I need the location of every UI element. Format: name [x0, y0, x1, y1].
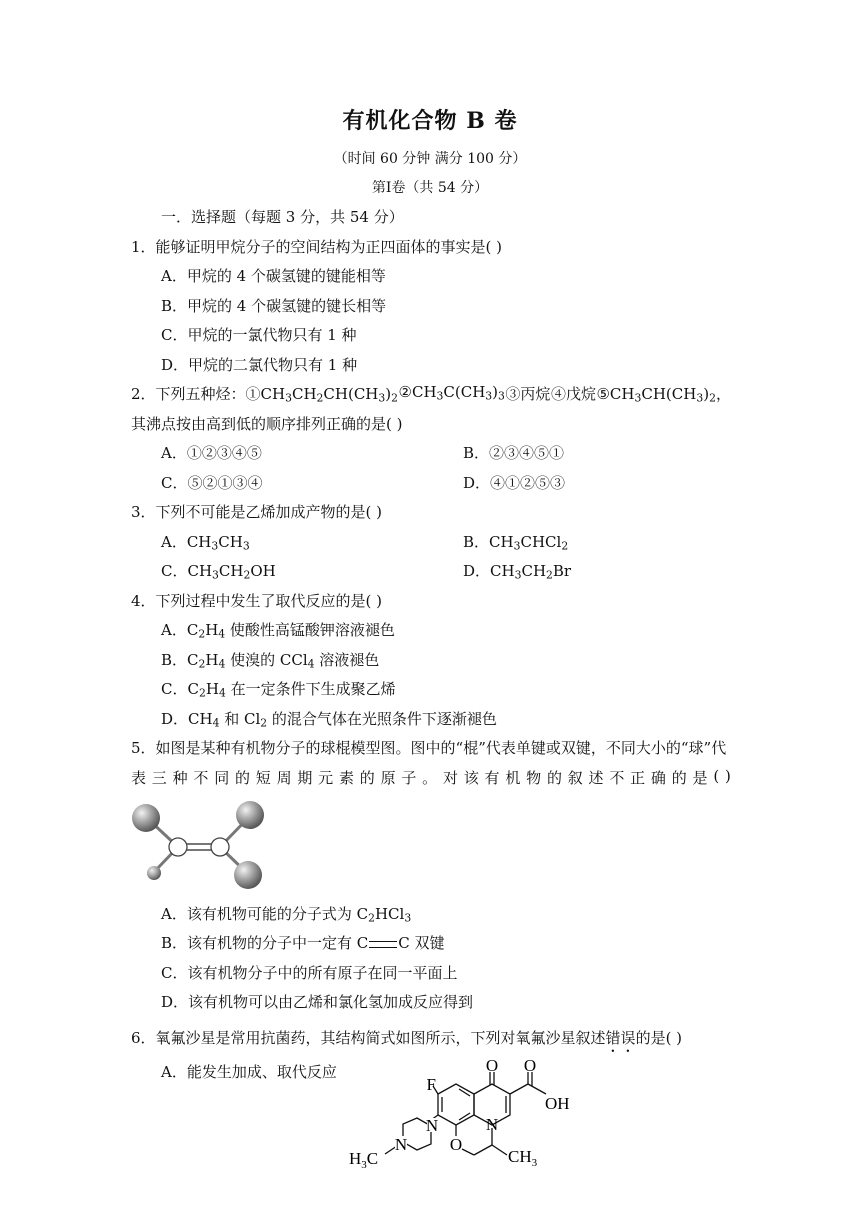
ball-lower-left: [147, 866, 161, 880]
ball-lower-right: [234, 861, 262, 889]
q4-option-a: A．$C_2H_4$ 使酸性高锰酸钾溶液褪色: [161, 621, 395, 641]
q4-option-c: C．$C_2H_4$ 在一定条件下生成聚乙烯: [161, 680, 396, 700]
q2-option-d: D．④①②⑤③: [463, 474, 566, 492]
hydroxyl-label: OH: [545, 1094, 570, 1113]
q1-option-c: C．甲烷的一氯代物只有 1 种: [161, 326, 357, 344]
question-2-stem-line2: 其沸点按由高到低的顺序排列正确的是( ): [131, 415, 403, 433]
atom-carbon-left: [169, 838, 187, 856]
q2-option-b: B．②③④⑤①: [463, 444, 565, 462]
piperazine-n1-label: N: [425, 1116, 439, 1135]
part-heading: 第Ⅰ卷（共 54 分）: [371, 180, 489, 196]
q5-option-d: D．该有机物可以由乙烯和氯化氢加成反应得到: [161, 993, 474, 1011]
question-3-stem: 3．下列不可能是乙烯加成产物的是( ): [131, 503, 383, 521]
ball-stick-model-figure: [126, 796, 271, 892]
ketone-oxygen-label: O: [485, 1058, 499, 1075]
q2-option-a: A．①②③④⑤: [161, 444, 262, 462]
c-methyl-label: $CH_3$: [508, 1147, 538, 1169]
q3-option-d: D．$CH_3CH_2Br$: [463, 562, 572, 582]
q5-option-b: B．该有机物的分子中一定有 C C 双键: [161, 934, 445, 952]
q3-option-b: B．$CH_3CHCl_2$: [463, 533, 569, 553]
question-5-stem-line1: 5．如图是某种有机物分子的球棍模型图。图中的“棍”代表单键或双键，不同大小的“球”代: [131, 739, 727, 757]
atom-carbon-right: [211, 838, 229, 856]
question-1-stem: 1．能够证明甲烷分子的空间结构为正四面体的事实是( ): [131, 238, 503, 256]
time-info: （时间 60 分钟 满分 100 分）: [333, 151, 527, 167]
ball-upper-left: [132, 804, 160, 832]
emphasized-word: 错误: [605, 1029, 636, 1047]
q1-option-a: A．甲烷的 4 个碳氢键的键能相等: [161, 267, 386, 285]
question-5-stem-line2: 表 三 种 不 同 的 短 周 期 元 素 的 原 子 。 对 该 有 机 物 的 叙 述 不 正 确 的 是 ( ): [131, 767, 731, 787]
q6-option-a: A．能发生加成、取代反应: [161, 1063, 337, 1081]
q1-option-b: B．甲烷的 4 个碳氢键的键长相等: [161, 297, 387, 315]
acid-oxygen-label: O: [523, 1058, 537, 1075]
q5-option-a: A．该有机物可能的分子式为 $C_2HCl_3$: [161, 905, 412, 925]
q3-option-c: C．$CH_3CH_2OH$: [161, 562, 276, 582]
ring-nitrogen-label: N: [485, 1115, 499, 1134]
ball-upper-right: [236, 801, 264, 829]
q5-option-c: C．该有机物分子中的所有原子在同一平面上: [161, 964, 458, 982]
ofloxacin-structure-figure: [345, 1058, 595, 1173]
question-2-stem-line1: 2．下列五种烃：$①CH_3CH_2CH(CH_3)_2$ $②CH_3C(CH_3)_3$ ③丙烷 ④戊烷 $⑤CH_3CH(CH_3)_2$，: [131, 383, 731, 405]
fluorine-label: F: [426, 1075, 436, 1094]
question-4-stem: 4．下列过程中发生了取代反应的是( ): [131, 592, 383, 610]
q2-option-c: C．⑤②①③④: [161, 474, 263, 492]
ether-oxygen-label: O: [449, 1135, 463, 1154]
q1-option-d: D．甲烷的二氯代物只有 1 种: [161, 356, 358, 374]
n-methyl-label: $H_3C$: [349, 1149, 379, 1171]
section-heading: 一．选择题（每题 3 分，共 54 分）: [161, 208, 404, 226]
q4-option-d: D．$CH_4$ 和 $Cl_2$ 的混合气体在光照条件下逐渐褪色: [161, 710, 497, 730]
q4-option-b: B．$C_2H_4$ 使溴的 CCl$_4$ 溶液褪色: [161, 651, 380, 671]
page-title: 有机化合物 B 卷: [342, 108, 518, 134]
q3-option-a: A．$CH_3CH_3$: [161, 533, 250, 553]
question-6-stem: 6．氧氟沙星是常用抗菌药，其结构简式如图所示，下列对氧氟沙星叙述错误的是( ): [131, 1029, 683, 1047]
piperazine-n2-label: N: [394, 1135, 408, 1154]
